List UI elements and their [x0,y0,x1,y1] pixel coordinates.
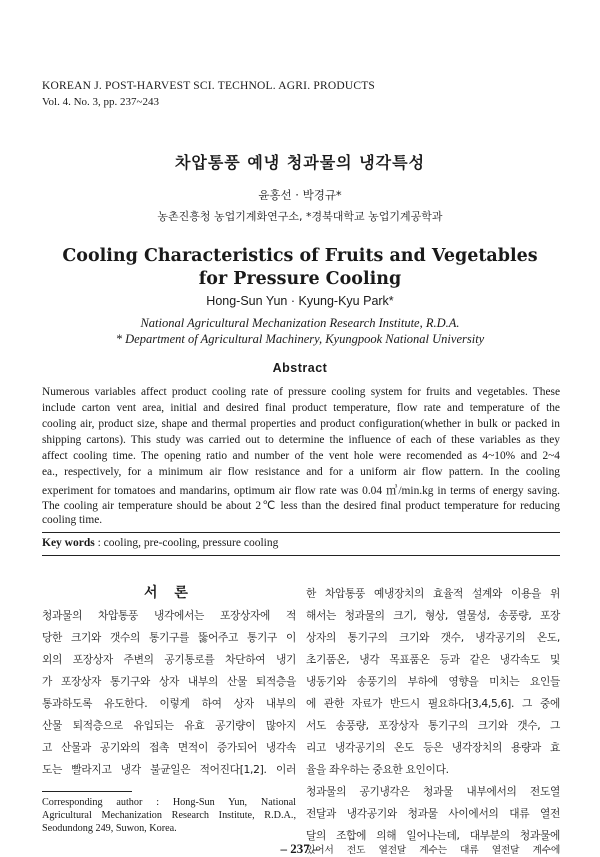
keywords-bottom-rule [42,555,560,556]
body-line: 도는 빨라지고 냉각 불균일은 적어진다[1,2]. 이러 [42,763,296,776]
body-line: 달의 조합에 의해 일어나는데, 대부분의 청과물에 [306,829,560,842]
abstract-line: cooling time. [42,514,103,526]
body-line: 있어서 전도 열전달 계수는 대류 열전달 계수에 [306,845,560,856]
abstract-line: affect cooling time. The opening ratio and number of the vent hole were recomended as 4~10% and 2~4 [42,450,560,462]
abstract-line: ea., respectively, for a minimum air flow resistance and for a uniform air flow pattern. In the cooling [42,466,560,478]
abstract-line: Numerous variables affect product cooling rate of pressure cooling system for fruits and vegetables. These [42,386,560,398]
body-line: 통과하도록 유도한다. 이렇게 하여 상자 내부의 [42,697,296,710]
volume-info: Vol. 4. No. 3, pp. 237~243 [42,96,159,108]
abstract-line: cooling air, product size, shape and thermal properties and product configuration(whether in bulk or packed in [42,418,560,430]
body-line: 당한 크기와 갯수의 통기구를 뚫어주고 통기구 이 [42,631,296,644]
body-line: 냉동기와 송풍기의 부하에 영향을 미치는 요인들 [306,675,560,688]
section-title: 서 론 [144,585,194,601]
title-english [0,245,600,291]
footnote-line: Agricultural Mechanization Research Institute, R.D.A., [42,810,296,821]
abstract-line: include carton vent area, initial and desired final product temperature, flow rate and temperature of the [42,402,560,414]
authors-english: Hong-Sun Yun · Kyung-Kyu Park* [206,294,394,308]
keywords-text: cooling, pre-cooling, pressure cooling [103,537,279,549]
body-line: 고 산물과 공기와의 접촉 면적이 증가되어 냉각속 [42,741,296,754]
title-english-line: for Pressure Cooling [198,269,402,289]
body-line: 율을 좌우하는 중요한 요인이다. [306,763,449,776]
abstract-heading: Abstract [272,361,328,375]
footnote-rule [42,791,132,792]
title-english-line: Cooling Characteristics of Fruits and Vegetables [62,246,538,266]
body-line: 청과물의 공기냉각은 청과물 내부에서의 전도열 [306,785,560,798]
affiliation-english-primary: National Agricultural Mechanization Research Institute, R.D.A. [140,316,460,330]
page-number: – 237 – [280,841,320,856]
title-korean: 차압통풍 예냉 청과물의 냉각특성 [174,153,426,172]
abstract-line: experiment for tomatoes and mandarins, optimum air flow rate was 0.04 ㎥/min.kg in terms of energy saving. [42,485,560,497]
body-line: 해서는 청과물의 크기, 형상, 열물성, 송풍량, 포장 [306,609,560,622]
body-line: 리고 냉각공기의 온도 등은 냉각장치의 용량과 효 [306,741,560,754]
body-line: 초기품온, 냉각 목표품온 등과 같은 냉각속도 및 [306,653,560,666]
body-line: 외의 포장상자 주변의 공기통로를 차단하여 냉기 [42,653,296,666]
journal-name: KOREAN J. POST-HARVEST SCI. TECHNOL. AGRI. PRODUCTS [42,80,376,92]
footnote-line: Corresponding author : Hong-Sun Yun, National [42,797,296,808]
authors-korean: 윤홍선 · 박경규* [258,188,342,202]
body-line: 서도 송풍량, 포장상자 통기구의 크기와 갯수, 그 [306,719,560,732]
body-line: 상자의 통기구의 크기와 갯수, 냉각공기의 온도, [306,631,560,644]
keywords-top-rule [42,532,560,533]
body-line: 전달과 냉각공기와 청과물 사이에서의 대류 열전 [306,807,560,820]
affiliation-english-secondary: * Department of Agricultural Machinery, Kyungpook National University [115,332,485,346]
body-line: 가 포장상자 통기구와 상자 내부의 산물 퇴적층을 [42,675,296,688]
footnote-line: Seodundong 249, Suwon, Korea. [42,823,177,834]
body-line: 한 차압통풍 예냉장치의 효율적 설계와 이용을 위 [306,587,560,600]
body-line: 에 관한 자료가 반드시 필요하다[3,4,5,6]. 그 중에 [306,697,560,710]
keywords-label: Key words [42,537,95,549]
keywords: Key words : cooling, pre-cooling, pressure cooling [42,537,279,549]
affiliation-korean: 농촌진흥청 농업기계화연구소, *경북대학교 농업기계공학과 [157,210,443,223]
body-line: 산물 퇴적층으로 유입되는 유효 공기량이 많아지 [42,719,296,732]
body-line: 청과물의 차압통풍 냉각에서는 포장상자에 적 [42,609,296,622]
abstract-line: The cooling air temperature should be about 2℃ less than the desired final product temperature for reducing [42,500,560,512]
abstract-line: shipping cartons). This study was carried out to determine the influence of each of these variables as they [42,434,560,446]
